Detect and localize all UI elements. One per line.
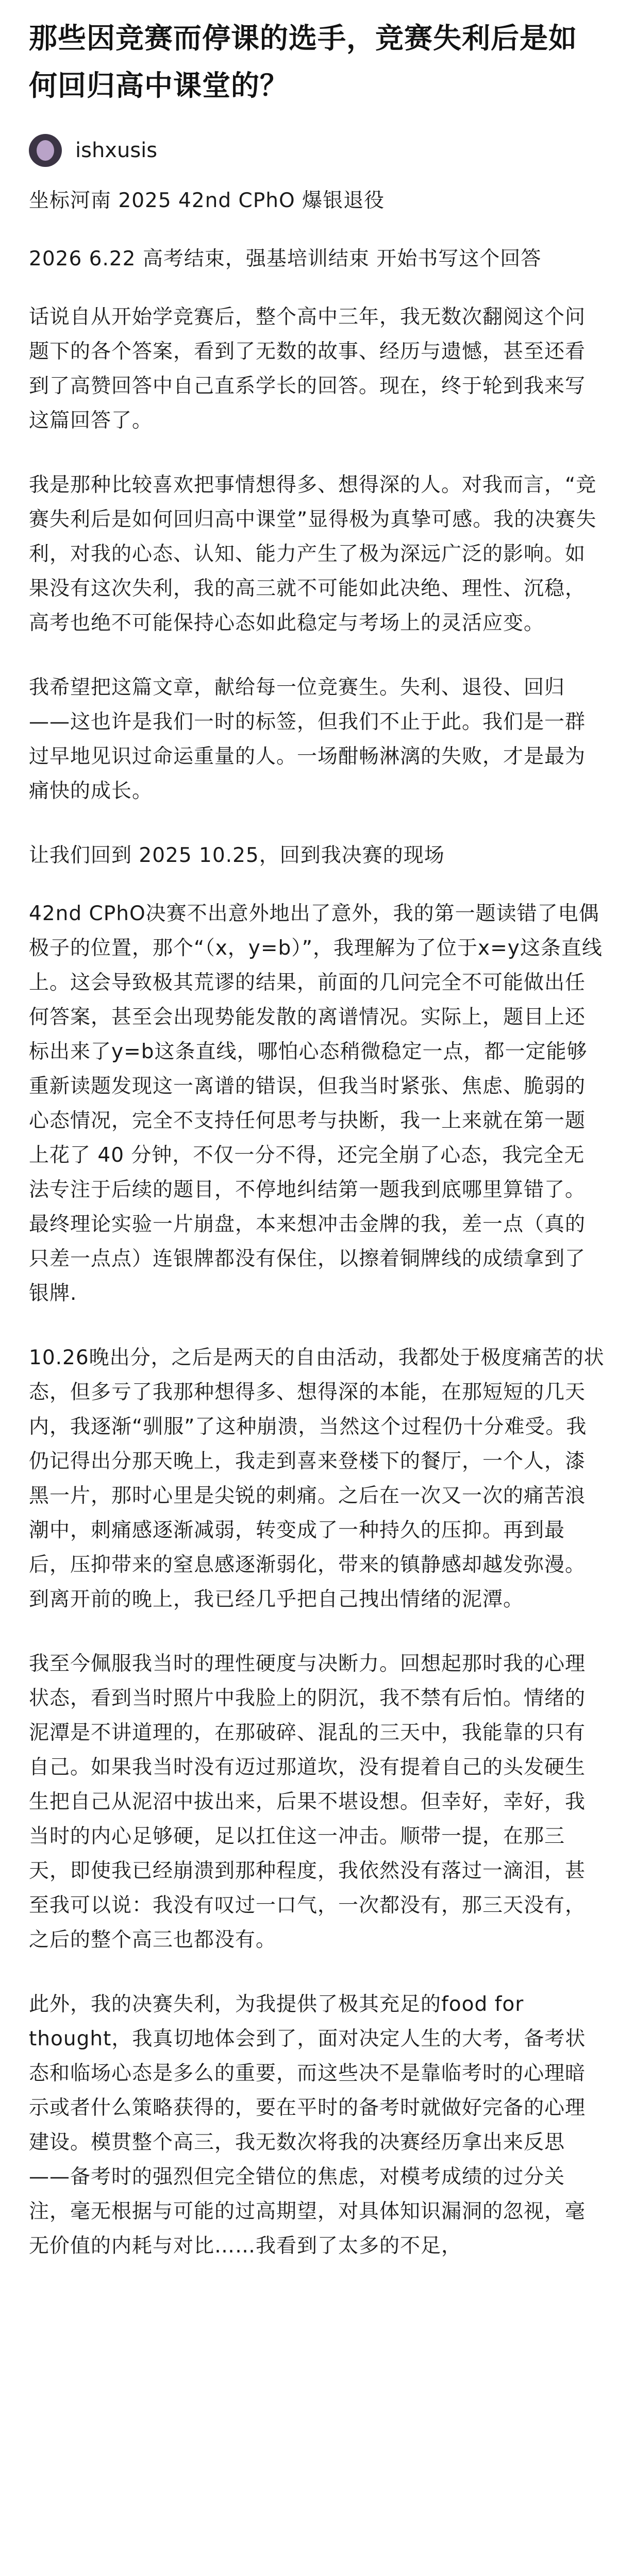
answer-paragraph: 2026 6.22 高考结束，强基培训结束 开始书写这个回答 [29, 247, 542, 270]
avatar[interactable] [29, 134, 62, 167]
answer-paragraph: 10.26晚出分，之后是两天的自由活动，我都处于极度痛苦的状态，但多亏了我那种想得多、想得深的本能，在那短短的几天内，我逐渐“驯服”了这种崩溃，当然这个过程仍十分难受。我仍记得出分那天晚上，我走到喜来登楼下的餐厅，一个人，漆黑一片，那时心里是尖锐的刺痛。之后在一次又一次的痛苦浪潮中，刺痛感逐渐减弱，转变成了一种持久的压抑。再到最后，压抑带来的窒息感逐渐弱化，带来的镇静感却越发弥漫。到离开前的晚上，我已经几乎把自己拽出情绪的泥潭。 [29, 1346, 605, 1611]
author-name[interactable]: ishxusis [75, 139, 158, 162]
answer-paragraph: 我至今佩服我当时的理性硬度与决断力。回想起那时我的心理状态，看到当时照片中我脸上的阴沉，我不禁有后怕。情绪的泥潭是不讲道理的，在那破碎、混乱的三天中，我能靠的只有自己。如果我当时没有迈过那道坎，没有提着自己的头发硬生生把自己从泥沼中拔出来，后果不堪设想。但幸好，幸好，我当时的内心足够硬，足以扛住这一冲击。顺带一提，在那三天，即使我已经崩溃到那种程度，我依然没有落过一滴泪，甚至我可以说：我没有叹过一口气，一次都没有，那三天没有，之后的整个高三也都没有。 [29, 1652, 586, 1952]
question-title[interactable]: 那些因竞赛而停课的选手，竞赛失利后是如何回归高中课堂的？ [29, 22, 578, 102]
answer-paragraph: 此外，我的决赛失利，为我提供了极其充足的food for thought，我真切地体会到了，面对决定人生的大考，备考状态和临场心态是多么的重要，而这些决不是靠临考时的心理暗示或者什么策略获得的，要在平时的备考时就做好完备的心理建设。模贯整个高三，我无数次将我的决赛经历拿出来反思——备考时的强烈但完全错位的焦虑，对模考成绩的过分关注，毫无根据与可能的过高期望，对具体知识漏洞的忽视，毫无价值的内耗与对比……我看到了太多的不足， [29, 1993, 586, 2258]
answer-paragraph: 我希望把这篇文章，献给每一位竞赛生。失利、退役、回归——这也许是我们一时的标签，但我们不止于此。我们是一群过早地见识过命运重量的人。一场酣畅淋漓的失败，才是最为痛快的成长。 [29, 676, 586, 803]
answer-content [29, 14, 605, 2263]
answer-paragraph: 让我们回到 2025 10.25，回到我决赛的现场 [29, 844, 445, 867]
answer-body [29, 183, 605, 2263]
answer-paragraph: 我是那种比较喜欢把事情想得多、想得深的人。对我而言，“竞赛失利后是如何回归高中课堂”显得极为真挚可感。我的决赛失利，对我的心态、认知、能力产生了极为深远广泛的影响。如果没有这次失利，我的高三就不可能如此决绝、理性、沉稳，高考也绝不可能保持心态如此稳定与考场上的灵活应变。 [29, 473, 597, 635]
answer-paragraph: 坐标河南 2025 42nd CPhO 爆银退役 [29, 189, 385, 212]
answer-paragraph: 话说自从开始学竞赛后，整个高中三年，我无数次翻阅这个问题下的各个答案，看到了无数的故事、经历与遗憾，甚至还看到了高赞回答中自己直系学长的回答。现在，终于轮到我来写这篇回答了。 [29, 306, 586, 432]
author-row[interactable] [29, 130, 605, 171]
answer-paragraph: 42nd CPhO决赛不出意外地出了意外，我的第一题读错了电偶极子的位置，那个“（x，y=b）”，我理解为了位于x=y这条直线上。这会导致极其荒谬的结果，前面的几问完全不可能做出任何答案，甚至会出现势能发散的离谱情况。实际上，题目上还标出来了y=b这条直线，哪怕心态稍微稳定一点，都一定能够重新读题发现这一离谱的错误，但我当时紧张、焦虑、脆弱的心态情况，完全不支持任何思考与抉断，我一上来就在第一题上花了 40 分钟，不仅一分不得，还完全崩了心态，我完全无法专注于后续的题目，不停地纠结第一题我到底哪里算错了。最终理论实验一片崩盘，本来想冲击金牌的我，差一点（真的只差一点点）连银牌都没有保住，以擦着铜牌线的成绩拿到了银牌. [29, 902, 603, 1305]
